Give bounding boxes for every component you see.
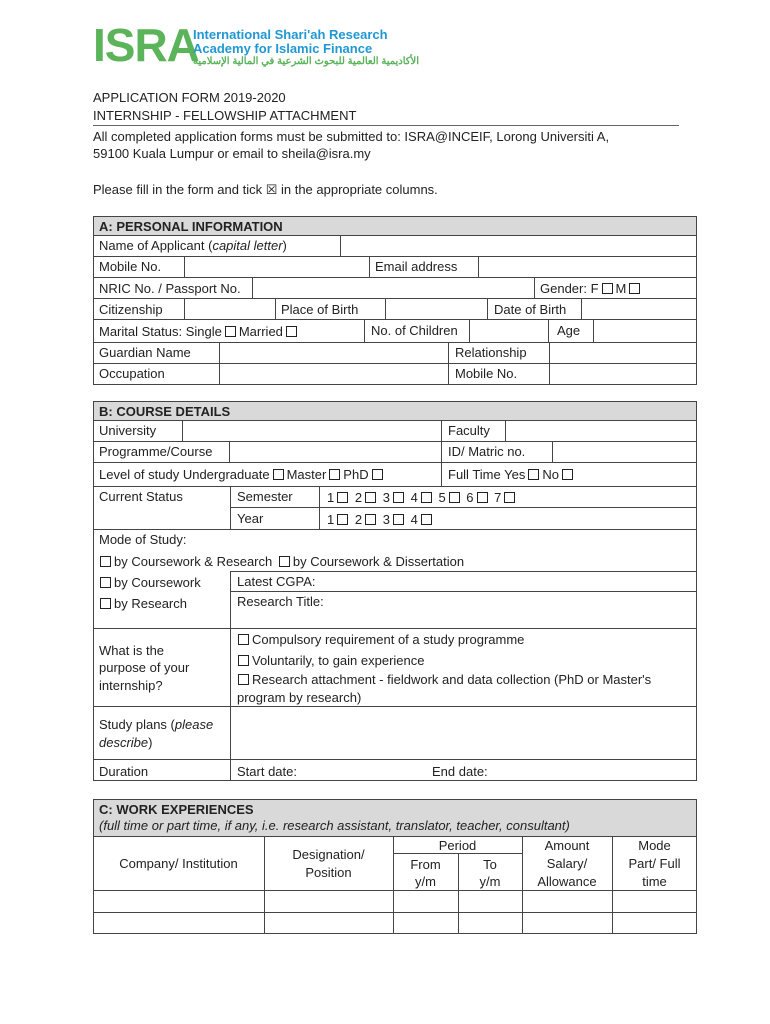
year-opt-2: 2 xyxy=(354,512,363,527)
research-divider xyxy=(93,628,697,629)
col-mode-1: Mode xyxy=(638,838,671,853)
status-divider-h xyxy=(230,507,697,508)
place-birth-input[interactable] xyxy=(385,298,488,320)
mode-cr-checkbox[interactable] xyxy=(100,556,111,567)
year-3-checkbox[interactable] xyxy=(393,514,404,525)
cgpa-divider xyxy=(230,591,697,592)
purpose3-checkbox[interactable] xyxy=(238,674,249,685)
mode-r-checkbox[interactable] xyxy=(100,598,111,609)
matric-input[interactable] xyxy=(552,441,697,463)
sem-opt-3: 3 xyxy=(382,490,390,505)
marital-label: Marital Status: Single xyxy=(99,324,222,339)
logo-name-line2: Academy for Islamic Finance xyxy=(193,41,373,56)
mode-row3 xyxy=(97,596,187,612)
married-label: Married xyxy=(238,324,283,339)
purpose1-checkbox[interactable] xyxy=(238,634,249,645)
year-options xyxy=(327,512,435,528)
col-from-2: y/m xyxy=(415,874,436,889)
year-opt-1: 1 xyxy=(327,512,335,527)
university-input[interactable] xyxy=(182,420,442,442)
mobile2-input[interactable] xyxy=(549,363,697,385)
guardian-input[interactable] xyxy=(219,342,449,364)
purpose-opt2 xyxy=(235,653,424,669)
children-input[interactable] xyxy=(469,319,549,343)
intro-line1: All completed application forms must be submitted to: ISRA@INCEIF, Lorong Universiti A, xyxy=(93,129,610,144)
purpose-opt1 xyxy=(235,632,524,648)
name-input[interactable] xyxy=(340,235,697,257)
email-label: Email address xyxy=(375,259,458,274)
phd-label: PhD xyxy=(343,467,369,482)
end-date-label[interactable]: End date: xyxy=(432,764,488,779)
col-amount-2: Salary/ xyxy=(546,856,588,871)
tick-symbol: ☒ xyxy=(265,182,278,197)
cgpa-label: Latest CGPA: xyxy=(237,574,316,589)
place-birth-label: Place of Birth xyxy=(281,302,359,317)
sem-7-checkbox[interactable] xyxy=(504,492,515,503)
sem-opt-7: 7 xyxy=(494,490,502,505)
relationship-label: Relationship xyxy=(455,345,527,360)
matric-label: ID/ Matric no. xyxy=(448,444,526,459)
email-input[interactable] xyxy=(478,256,697,278)
mode-cr-label: by Coursework & Research xyxy=(114,554,273,569)
university-label: University xyxy=(99,423,157,438)
mode-row2 xyxy=(97,575,201,591)
plans-label: Study plans ( xyxy=(99,717,175,732)
mode-c-label: by Coursework xyxy=(114,575,201,590)
duration-label: Duration xyxy=(99,764,149,779)
undergraduate-checkbox[interactable] xyxy=(273,469,284,480)
mode-cd-label: by Coursework & Dissertation xyxy=(292,554,465,569)
col-to-2: y/m xyxy=(479,874,501,889)
fulltime-group xyxy=(448,467,576,483)
age-input[interactable] xyxy=(593,319,697,343)
level-label: Level of study Undergraduate xyxy=(99,467,270,482)
section-c-subtitle: (full time or part time, if any, i.e. research assistant, translator, teacher, consultant) xyxy=(99,818,570,833)
faculty-input[interactable] xyxy=(505,420,697,442)
research-title-label: Research Title: xyxy=(237,594,324,609)
nric-label: NRIC No. / Passport No. xyxy=(99,281,241,296)
purpose2-label: Voluntarily, to gain experience xyxy=(252,653,425,668)
gender-label: Gender: F xyxy=(540,281,599,296)
citizenship-label: Citizenship xyxy=(99,302,163,317)
section-a-header: A: PERSONAL INFORMATION xyxy=(93,216,697,236)
status-divider-h2 xyxy=(93,529,697,530)
sem-opt-6: 6 xyxy=(466,490,474,505)
purpose-opt3b: program by research) xyxy=(237,690,362,705)
married-checkbox[interactable] xyxy=(286,326,297,337)
purpose-q2: purpose of your xyxy=(99,660,190,675)
semester-label: Semester xyxy=(237,489,293,504)
section-c-title: C: WORK EXPERIENCES xyxy=(99,802,254,817)
sem-5-checkbox[interactable] xyxy=(449,492,460,503)
semester-options xyxy=(327,490,518,506)
date-birth-label: Date of Birth xyxy=(494,302,567,317)
isra-logo xyxy=(93,19,420,71)
faculty-label: Faculty xyxy=(448,423,490,438)
col-designation-2: Position xyxy=(305,865,352,880)
sem-opt-2: 2 xyxy=(354,490,363,505)
intro-line2: 59100 Kuala Lumpur or email to sheila@isra.my xyxy=(93,146,371,161)
sem-3-checkbox[interactable] xyxy=(393,492,404,503)
fulltime-label: Full Time Yes xyxy=(448,467,526,482)
age-label: Age xyxy=(557,323,581,338)
header-rule xyxy=(93,125,679,126)
sem-opt-4: 4 xyxy=(410,490,418,505)
instruction xyxy=(93,182,438,198)
year-opt-4: 4 xyxy=(410,512,418,527)
mode-r-label: by Research xyxy=(114,596,187,611)
col-to-1: To xyxy=(483,857,497,872)
sem-opt-5: 5 xyxy=(438,490,446,505)
relationship-input[interactable] xyxy=(549,342,697,364)
instruction-before: Please fill in the form and tick xyxy=(93,182,263,197)
name-label-italic: capital letter xyxy=(212,238,283,253)
citizenship-input[interactable] xyxy=(184,298,276,320)
fulltime-yes-checkbox[interactable] xyxy=(528,469,539,480)
year-2-checkbox[interactable] xyxy=(365,514,376,525)
sem-2-checkbox[interactable] xyxy=(365,492,376,503)
purpose1-label: Compulsory requirement of a study programme xyxy=(252,632,525,647)
mobile2-label: Mobile No. xyxy=(455,366,518,381)
mode-label: Mode of Study: xyxy=(99,532,187,547)
gender-m-checkbox[interactable] xyxy=(629,283,640,294)
year-label: Year xyxy=(237,511,264,526)
children-label: No. of Children xyxy=(371,323,458,338)
mobile-input[interactable] xyxy=(184,256,370,278)
purpose-q1: What is the xyxy=(99,643,165,658)
occupation-label: Occupation xyxy=(99,366,165,381)
master-checkbox[interactable] xyxy=(329,469,340,480)
plans-line2 xyxy=(99,735,152,751)
plans-italic2: describe xyxy=(99,735,149,750)
nric-input[interactable] xyxy=(252,277,535,299)
section-c-header xyxy=(93,799,697,837)
occupation-input[interactable] xyxy=(219,363,449,385)
logo-name-arabic: الأكاديمية العالمية للبحوث الشرعية في المالية الإسلامية xyxy=(193,56,420,67)
plans-line1 xyxy=(99,717,213,733)
guardian-label: Guardian Name xyxy=(99,345,191,360)
purpose-q3: internship? xyxy=(99,678,163,693)
col-from-1: From xyxy=(410,857,441,872)
work-row-2[interactable] xyxy=(94,913,696,933)
purpose3-label: Research attachment - fieldwork and data collection (PhD or Master's xyxy=(252,672,652,687)
plans-end: ) xyxy=(148,735,153,750)
year-1-checkbox[interactable] xyxy=(337,514,348,525)
date-birth-input[interactable] xyxy=(581,298,697,320)
logo-acronym: ISRA xyxy=(93,19,199,71)
col-company: Company/ Institution xyxy=(119,856,238,871)
logo-name-line1: International Shari'ah Research xyxy=(193,27,388,42)
col-amount-1: Amount xyxy=(544,838,590,853)
plans-input[interactable] xyxy=(231,707,696,759)
gender-m-label: M xyxy=(615,281,627,296)
fulltime-no-label: No xyxy=(542,467,559,482)
instruction-after: in the appropriate columns. xyxy=(280,182,438,197)
start-date-label[interactable]: Start date: xyxy=(237,764,297,779)
form-subtitle: INTERNSHIP - FELLOWSHIP ATTACHMENT xyxy=(93,108,357,123)
gender-group xyxy=(540,281,643,297)
name-label xyxy=(99,238,287,254)
fulltime-no-checkbox[interactable] xyxy=(562,469,573,480)
phd-checkbox[interactable] xyxy=(372,469,383,480)
plans-divider xyxy=(93,759,697,760)
programme-input[interactable] xyxy=(229,441,442,463)
mode-c-checkbox[interactable] xyxy=(100,577,111,588)
purpose-opt3 xyxy=(235,672,651,688)
mode-cd-checkbox[interactable] xyxy=(279,556,290,567)
sem-1-checkbox[interactable] xyxy=(337,492,348,503)
col-amount-3: Allowance xyxy=(537,874,597,889)
single-checkbox[interactable] xyxy=(225,326,236,337)
gender-f-checkbox[interactable] xyxy=(602,283,613,294)
name-label-text: Name of Applicant ( xyxy=(99,238,213,253)
mode-divider-h xyxy=(230,571,697,572)
col-mode-2: Part/ Full xyxy=(628,856,681,871)
master-label: Master xyxy=(286,467,327,482)
work-row-1[interactable] xyxy=(94,891,696,912)
col-designation-1: Designation/ xyxy=(292,847,365,862)
mode-row1 xyxy=(97,554,464,570)
year-opt-3: 3 xyxy=(382,512,390,527)
plans-italic1: please xyxy=(174,717,214,732)
form-title: APPLICATION FORM 2019-2020 xyxy=(93,90,286,105)
current-status-label: Current Status xyxy=(99,489,183,504)
marital-group xyxy=(99,324,300,340)
sem-4-checkbox[interactable] xyxy=(421,492,432,503)
section-b-header: B: COURSE DETAILS xyxy=(93,401,697,421)
name-label-end: ) xyxy=(282,238,287,253)
col-mode-3: time xyxy=(642,874,667,889)
sem-6-checkbox[interactable] xyxy=(477,492,488,503)
col-period: Period xyxy=(438,838,477,853)
mobile-label: Mobile No. xyxy=(99,259,162,274)
sem-opt-1: 1 xyxy=(327,490,335,505)
programme-label: Programme/Course xyxy=(99,444,213,459)
year-4-checkbox[interactable] xyxy=(421,514,432,525)
purpose2-checkbox[interactable] xyxy=(238,655,249,666)
level-group xyxy=(99,467,386,483)
